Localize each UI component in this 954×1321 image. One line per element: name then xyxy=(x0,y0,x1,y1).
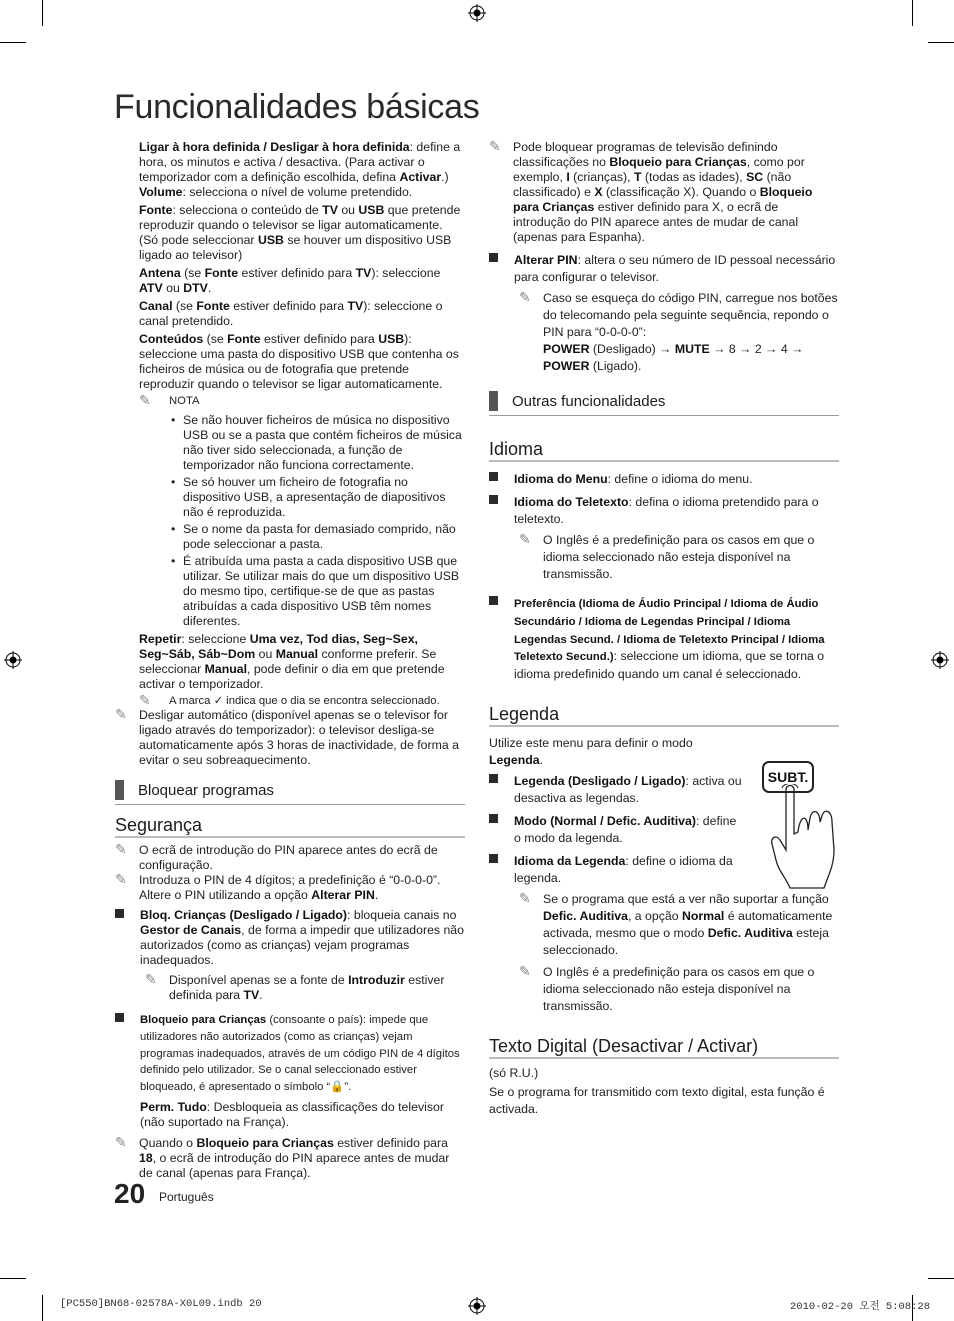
fonte-item: Fonte: selecciona o conteúdo de TV ou USB que pretende reproduzir quando o televisor se ligar automaticamente. (Só pode seleccionar USB se houver um dispositivo USB ligado ao televisor) xyxy=(139,203,461,262)
note-pencil-icon: ✎ xyxy=(489,138,501,154)
page-language: Português xyxy=(159,1190,214,1204)
bullet-square xyxy=(489,495,498,504)
nota-item: • É atribuída uma pasta a cada dispositivo USB que utilizar. Se utilizar mais do que um dispositivo USB do mesmo tipo, certifique-se de que as pastas atribuídas a cada dispositivo USB têm nomes diferentes. xyxy=(171,554,460,628)
registration-mark-icon xyxy=(4,651,22,669)
bullet-square xyxy=(489,472,498,481)
section-outras-funcionalidades: Outras funcionalidades xyxy=(489,391,839,416)
heading-idioma: Idioma xyxy=(489,442,839,462)
conteudos-item: Conteúdos (se Fonte estiver definido para USB): seleccione uma pasta do dispositivo USB que contenha os ficheiros de música ou de fotografia que pretende reproduzir quando o televisor se ligar automaticamente. xyxy=(139,332,459,391)
esqueca-note: ✎ Caso se esqueça do código PIN, carregue nos botões do telecomando pela seguinte sequência, repondo o PIN para “0-0-0-0”: POWER (Desligado) → MUTE → 8 → 2 → 4 → POWER (Ligado). xyxy=(519,289,838,373)
nota-item: • Se o nome da pasta for demasiado comprido, não pode seleccionar a pasta. xyxy=(171,522,456,551)
lock-icon: 🔒 xyxy=(330,1081,345,1094)
left-column-lower xyxy=(115,708,465,1181)
registration-mark-icon xyxy=(931,651,949,669)
seg-note: ✎ O ecrã de introdução do PIN aparece antes do ecrã de configuração. xyxy=(115,841,438,872)
perm-tudo-item: Perm. Tudo: Desbloqueia as classificações do televisor (não suportado na França). xyxy=(140,1099,444,1129)
page-title: Funcionalidades básicas xyxy=(114,88,480,126)
so-ru: (só R.U.) xyxy=(489,1065,539,1080)
registration-mark-icon xyxy=(468,1297,486,1315)
prog-note: ✎ Se o programa que está a ver não suportar a função Defic. Auditiva, a opção Normal é automaticamente activada, mesmo que o modo Defic. Auditiva esteja seleccionado. xyxy=(519,889,833,957)
legenda-item: Legenda (Desligado / Ligado): activa ou desactiva as legendas. xyxy=(489,773,744,807)
heading-legenda: Legenda xyxy=(489,707,839,727)
bloq-note: ✎ Disponível apenas se a fonte de Introduzir estiver definida para TV. xyxy=(145,971,445,1002)
marca-note: ✎ A marca ✓ indica que o dia se encontra seleccionado. xyxy=(139,692,440,708)
heading-texto-digital: Texto Digital (Desactivar / Activar) xyxy=(489,1039,839,1059)
nota-item: • Se não houver ficheiros de música no dispositivo USB ou se a pasta que contém ficheiros de música não tiver sido seleccionada, a função de temporizador não funciona correctamente. xyxy=(171,413,462,472)
repetir-item: Repetir: seleccione Uma vez, Tod dias, Seg~Sex, Seg~Sáb, Sáb~Dom ou Manual conforme preferir. Se seleccionar Manual, pode definir o dia em que pretende activar o temporizador. xyxy=(139,632,445,691)
timer-item: Ligar à hora definida / Desligar à hora definida: define a hora, os minutos e activa / desactiva. (Para activar o temporizador com a definição escolhida, defina Activar.) xyxy=(139,140,461,184)
canal-item: Canal (se Fonte estiver definido para TV): seleccione o canal pretendido. xyxy=(139,299,443,328)
idioma-teletexto-item: Idioma do Teletexto: defina o idioma pretendido para o teletexto. xyxy=(489,494,839,528)
bullet-square xyxy=(489,854,498,863)
note-pencil-icon: ✎ xyxy=(519,531,531,547)
bullet-square xyxy=(489,774,498,783)
section-bar xyxy=(489,391,498,411)
legenda-intro: Utilize este menu para definir o modo Legenda. xyxy=(489,735,693,767)
nota-list xyxy=(139,413,465,629)
bullet-square xyxy=(115,909,124,918)
note-pencil-icon: ✎ xyxy=(115,871,127,887)
crop-mark xyxy=(42,0,43,26)
nota-item: • Se só houver um ficheiro de fotografia no dispositivo USB, a apresentação de diapositivos não é reproduzida. xyxy=(171,475,446,519)
antena-item: Antena (se Fonte estiver definido para TV): seleccione ATV ou DTV. xyxy=(139,266,441,295)
crop-mark xyxy=(42,1295,43,1321)
section-bar xyxy=(115,780,124,800)
note-pencil-icon: ✎ xyxy=(519,889,531,906)
texto-body: Se o programa for transmitido com texto digital, esta função é activada. xyxy=(489,1084,825,1116)
bloqueio-criancas-item: Bloqueio para Crianças (consoante o país): impede que utilizadores não autorizados (como as crianças) vejam programas inadequados, através de um código PIN de 4 dígitos definido pelo utilizador. Se o canal seleccionado estiver bloqueado, é apresentado o símbolo “🔒”. xyxy=(115,1012,465,1096)
page-number: 20 xyxy=(114,1178,146,1209)
section-bloquear-programas: Bloquear programas xyxy=(115,780,465,805)
seg-note: ✎ Introduza o PIN de 4 dígitos; a predefinição é “0-0-0-0”. Altere o PIN utilizando a opção Alterar PIN. xyxy=(115,871,441,902)
note-pencil-icon: ✎ xyxy=(139,392,151,408)
alterar-pin-item: Alterar PIN: altera o seu número de ID pessoal necessário para configurar o televisor. xyxy=(489,252,839,286)
note-pencil-icon: ✎ xyxy=(519,289,531,305)
bloq-criancas-item: Bloq. Crianças (Desligado / Ligado): bloqueia canais no Gestor de Canais, de forma a impedir que utilizadores não autorizados (como as crianças) vejam programas inadequados. xyxy=(115,908,465,968)
right-column xyxy=(489,140,839,1118)
note-pencil-icon: ✎ xyxy=(115,1133,127,1150)
note-pencil-icon: ✎ xyxy=(115,841,127,857)
ingles-note: ✎ O Inglês é a predefinição para os casos em que o idioma seleccionado não esteja disponível na transmissão. xyxy=(519,962,815,1013)
crop-mark xyxy=(928,42,954,43)
crop-mark xyxy=(0,1278,26,1279)
hand-pointing-icon xyxy=(770,784,842,890)
left-column xyxy=(139,140,465,709)
bullet-square xyxy=(115,1013,124,1022)
modo-item: Modo (Normal / Defic. Auditiva): define o modo da legenda. xyxy=(489,813,744,847)
footer-timestamp: 2010-02-20 오전 5:08:28 xyxy=(790,1301,931,1313)
crop-mark xyxy=(912,0,913,26)
subt-button-illustration: SUBT. xyxy=(762,761,814,793)
crop-mark xyxy=(0,42,26,43)
note-pencil-icon: ✎ xyxy=(139,692,151,708)
note-pencil-icon: ✎ xyxy=(145,971,157,987)
pode-note: ✎ Pode bloquear programas de televisão definindo classificações no Bloqueio para Crianças, como por exemplo, I (crianças), T (todas as idades), SC (não classificado) e X (classificação X). Quando o Bloqueio para Crianças estiver definido para X, o ecrã de introdução do PIN aparece antes de mudar de canal (apenas para Espanha). xyxy=(489,138,813,244)
heading-seguranca: Segurança xyxy=(115,818,465,838)
nota-note: ✎ NOTA xyxy=(139,392,200,408)
bullet-square xyxy=(489,253,498,262)
bullet-square xyxy=(489,596,498,605)
desligar-note: ✎ Desligar automático (disponível apenas se o televisor for ligado através do temporizador): o televisor desliga-se automaticamente após 3 horas de inactividade, de forma a evitar o seu sobreaquecimento. xyxy=(115,706,459,767)
ingles-note: ✎ O Inglês é a predefinição para os casos em que o idioma seleccionado não esteja disponível na transmissão. xyxy=(519,531,815,581)
footer-file-info: [PC550]BN68-02578A-X0L09.indb 20 xyxy=(60,1298,262,1310)
registration-mark-icon xyxy=(468,4,486,22)
note-pencil-icon: ✎ xyxy=(115,706,127,722)
crop-mark xyxy=(928,1278,954,1279)
idioma-legenda-item: Idioma da Legenda: define o idioma da legenda. xyxy=(489,853,734,887)
preferencia-item: Preferência (Idioma de Áudio Principal / Idioma de Áudio Secundário / Idioma de Legendas Principal / Idioma Legendas Secund. / Idioma de Teletexto Principal / Idioma Teletexto Secund.): seleccione um idioma, que se torna o idioma predefinido quando um canal é seleccionado. xyxy=(489,595,839,683)
quando-note: ✎ Quando o Bloqueio para Crianças estiver definido para 18, o ecrã de introdução do PIN aparece antes de mudar de canal (apenas para França). xyxy=(115,1133,450,1180)
idioma-menu-item: Idioma do Menu: define o idioma do menu. xyxy=(489,471,839,488)
note-pencil-icon: ✎ xyxy=(519,962,531,979)
timer-item: Volume: selecciona o nível de volume pretendido. xyxy=(139,185,413,199)
bullet-square xyxy=(489,814,498,823)
checkmark-icon: ✓ xyxy=(213,695,224,707)
